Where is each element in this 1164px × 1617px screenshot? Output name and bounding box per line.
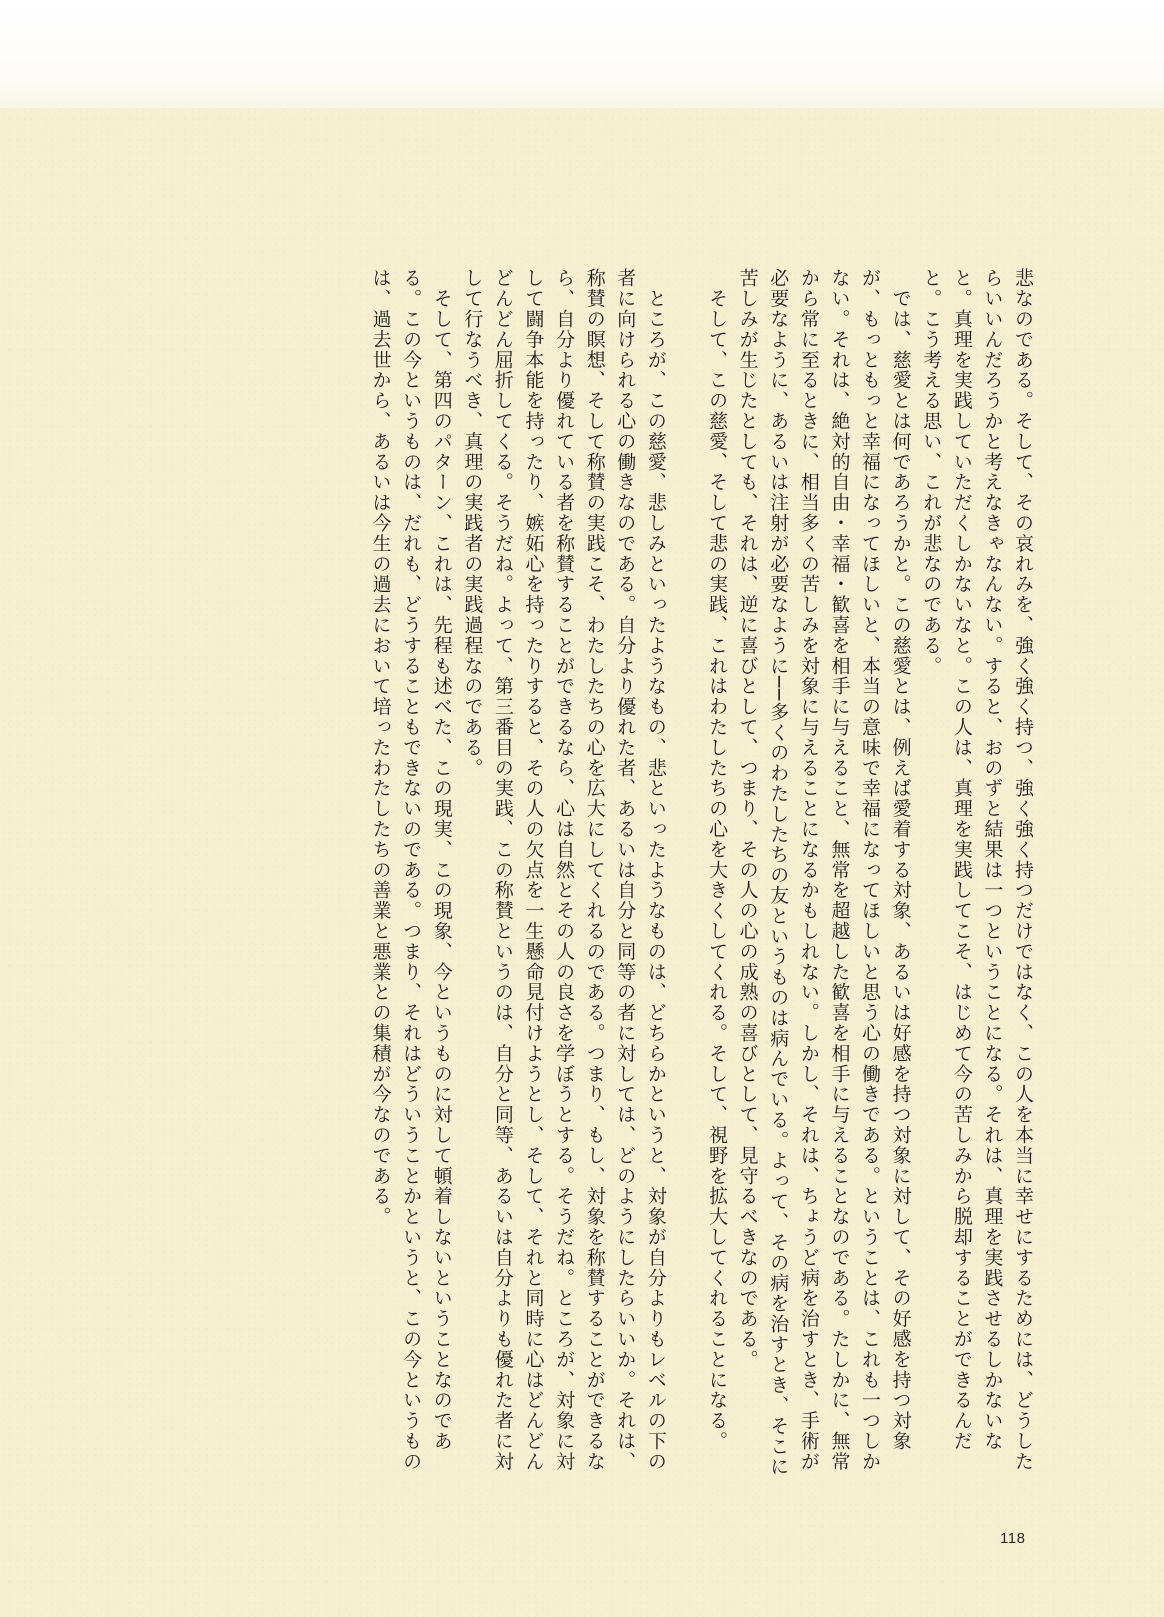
paragraph: では、慈愛とは何であろうかと。この慈愛とは、例えば愛着する対象、あるいは好感を持つ対象に対して、その好感を持つ対象が、もっともっと幸福になってほしいと、本当の意味で幸福になってほしいと思う心の働きである。ということは、これも一つしかない。それは、絶対的自由・幸福・歓喜を相手に与えること、無常を超越した歓喜を相手に与えることなのである。たしかに、無常から常に至るときに、相当多くの苦しみを対象に与えることになるかもしれない。しかし、それは、ちょうど病を治すとき、手術が必要なように、あるいは注射が必要なように──多くのわたしたちの友というものは病んでいる。よって、その病を治すとき、そこに苦しみが生じたとしても、それは、逆に喜びとして、つまり、その人の心の成熟の喜びとして、見守るべきなのである。: [736, 268, 912, 1477]
page-number: 118: [1000, 1530, 1026, 1547]
vertical-text-block: [118, 268, 1038, 1486]
paragraph: そして、第四のパターン、これは、先程も述べた、この現実、この現象、今というものに対して頓着しないということなのである。この今というものは、だれも、どうすることもできないのである。つまり、それはどういうことかというと、この今というものは、過去世から、あるいは今生の過去において培ったわたしたちの善業と悪業との集積が今なのである。: [369, 268, 453, 1472]
paragraph: そして、この慈愛、そして悲の実践、これはわたしたちの心を大きくしてくれる。そして、視野を拡大してくれることになる。: [706, 268, 729, 1452]
paragraph-spacer: [671, 268, 702, 1486]
paragraph: 悲なのである。そして、その哀れみを、強く強く持つ、強く強く持つだけではなく、この人を本当に幸せにするためには、どうしたらいいんだろうかと考えなきゃなんない。すると、おのずと結果は一つということになる。それは、真理を実践させるしかないなと。真理を実践していただくしかないなと。この人は、真理を実践してこそ、はじめて今の苦しみから脱却することができるんだと。こう考える思い、これが悲なのである。: [920, 268, 1034, 1472]
top-margin: [0, 0, 1164, 108]
paragraph: ところが、この慈愛、悲しみといったようなもの、悲といったようなものは、どちらかというと、対象が自分よりもレベルの下の者に向けられる心の働きなのである。自分より優れた者、あるいは自分と同等の者に対しては、どのようにしたらいいか。それは、称賛の瞑想、そして称賛の実践こそ、わたしたちの心を広大にしてくれるのである。つまり、もし、対象を称賛することができるなら、自分より優れている者を称賛することができるなら、心は自然とその人の良さを学ぼうとする。そうだね。ところが、対象に対して闘争本能を持ったり、嫉妬心を持ったりすると、その人の欠点を一生懸命見付けようとし、そして、それと同時に心はどんどんどんどん屈折してくる。そうだね。よって、第三番目の実践、この称賛というのは、自分と同等、あるいは自分よりも優れた者に対して行なうべき、真理の実践者の実践過程なのである。: [461, 268, 667, 1472]
